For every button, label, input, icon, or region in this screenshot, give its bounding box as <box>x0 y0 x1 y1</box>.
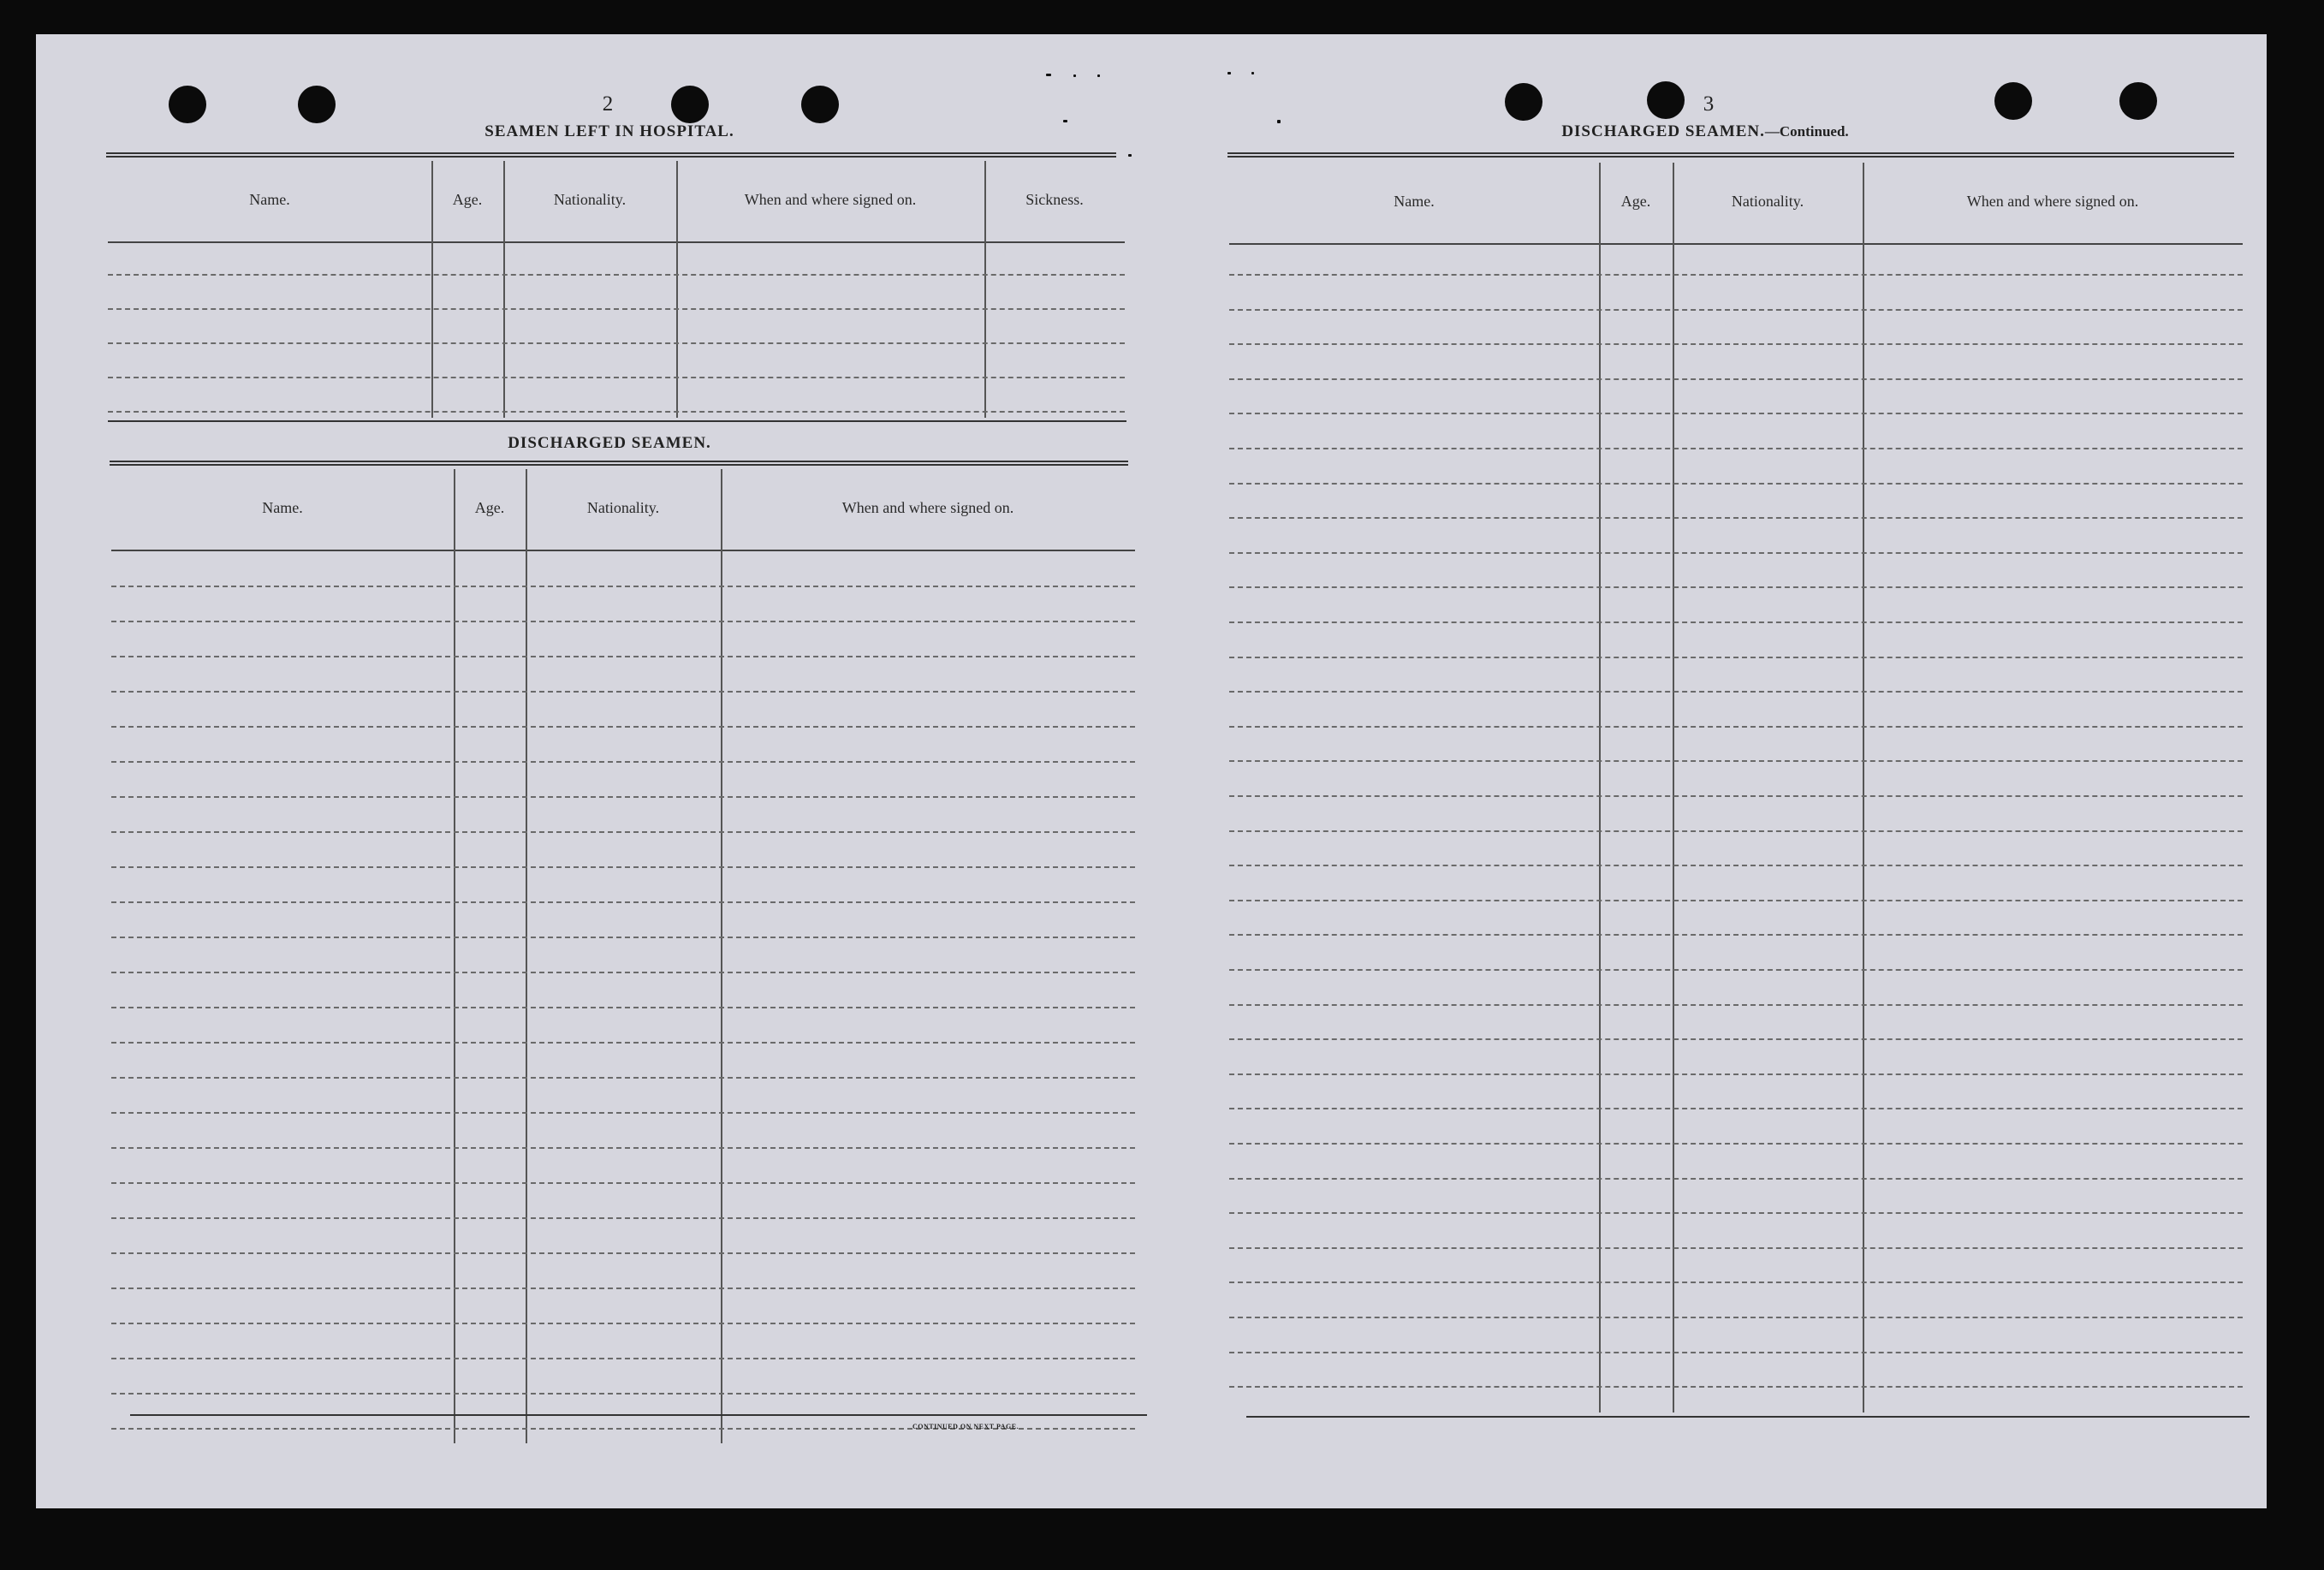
entry-row-line <box>1229 1178 2243 1180</box>
speck <box>1128 154 1132 157</box>
entry-row-line <box>1229 448 2243 449</box>
discharged-continued-title-main: DISCHARGED SEAMEN. <box>1561 122 1765 140</box>
discharged-section-title: DISCHARGED SEAMEN. <box>508 434 711 452</box>
speck <box>1227 72 1231 74</box>
entry-row-line <box>1229 1282 2243 1283</box>
entry-row-line <box>1229 274 2243 276</box>
hospital-section-title: SEAMEN LEFT IN HOSPITAL. <box>484 122 734 140</box>
binder-hole-3 <box>671 86 709 123</box>
entry-row-line <box>111 866 1135 868</box>
column-header: Age. <box>452 191 483 208</box>
entry-row-line <box>1229 1212 2243 1214</box>
entry-row-line <box>1229 760 2243 762</box>
binder-hole-4 <box>801 86 839 123</box>
entry-row-line <box>1229 1247 2243 1249</box>
column-divider <box>1599 163 1601 1412</box>
entry-row-line <box>1229 378 2243 380</box>
entry-row-line <box>1229 1038 2243 1040</box>
column-header: Sickness. <box>1025 191 1084 208</box>
discharged-table-right <box>1229 163 2243 1412</box>
entry-row-line <box>1229 413 2243 414</box>
entry-row-line <box>111 1393 1135 1395</box>
entry-row-line <box>1229 309 2243 311</box>
binder-hole-1 <box>169 86 206 123</box>
column-divider <box>984 161 986 418</box>
column-header: Name. <box>262 499 303 516</box>
entry-row-line <box>111 1323 1135 1324</box>
column-header: Nationality. <box>586 499 660 516</box>
column-divider <box>526 469 527 1443</box>
entry-row-line <box>111 586 1135 587</box>
entry-row-line <box>1229 552 2243 554</box>
column-header: When and where signed on. <box>744 191 917 208</box>
entry-row-line <box>1229 657 2243 658</box>
binder-hole-5 <box>1505 83 1542 121</box>
column-divider <box>454 469 455 1443</box>
entry-row-line <box>1229 483 2243 485</box>
entry-row-line <box>1229 934 2243 936</box>
hospital-table-bottom-rule <box>108 420 1126 422</box>
entry-row-line <box>111 691 1135 693</box>
entry-row-line <box>111 1358 1135 1359</box>
page-number-right: 3 <box>1703 92 1715 116</box>
column-divider <box>431 161 433 418</box>
binder-hole-2 <box>298 86 336 123</box>
column-divider <box>503 161 505 418</box>
entry-row-line <box>1229 830 2243 832</box>
column-divider <box>1673 163 1674 1412</box>
hospital-table <box>108 161 1125 418</box>
entry-row-line <box>1229 1004 2243 1006</box>
column-header: Name. <box>249 191 290 208</box>
entry-row-line <box>1229 621 2243 623</box>
column-header: When and where signed on. <box>841 499 1014 516</box>
page-number-left: 2 <box>602 92 614 116</box>
speck <box>1046 74 1051 76</box>
column-header: Age. <box>474 499 505 516</box>
binder-hole-6 <box>1647 81 1685 119</box>
entry-row-line <box>108 411 1125 413</box>
speck <box>1251 72 1254 74</box>
entry-row-line <box>111 1147 1135 1149</box>
entry-row-line <box>1229 586 2243 588</box>
column-divider <box>1863 163 1864 1412</box>
entry-row-line <box>108 342 1125 344</box>
entry-row-line <box>1229 865 2243 866</box>
entry-row-line <box>111 1182 1135 1184</box>
entry-row-line <box>111 901 1135 903</box>
entry-row-line <box>1229 1386 2243 1388</box>
entry-row-line <box>111 972 1135 973</box>
hospital-title-rule <box>106 152 1116 158</box>
entry-row-line <box>108 308 1125 310</box>
entry-row-line <box>111 621 1135 622</box>
entry-row-line <box>111 831 1135 833</box>
binder-hole-8 <box>2119 82 2157 120</box>
entry-row-line <box>1229 795 2243 797</box>
entry-row-line <box>111 1007 1135 1008</box>
entry-row-line <box>111 1252 1135 1254</box>
discharged-table-left <box>111 469 1135 1443</box>
entry-row-line <box>1229 517 2243 519</box>
table-header-row <box>108 161 1125 243</box>
column-divider <box>721 469 722 1443</box>
entry-row-line <box>1229 1143 2243 1145</box>
discharged-table-right-bottom-rule <box>1246 1416 2250 1418</box>
entry-row-line <box>1229 1108 2243 1109</box>
entry-row-line <box>111 726 1135 728</box>
discharged-table-left-bottom-rule <box>130 1414 1147 1416</box>
entry-row-line <box>108 274 1125 276</box>
discharged-continued-suffix: —Continued. <box>1764 123 1849 140</box>
entry-row-line <box>1229 343 2243 345</box>
entry-row-line <box>1229 1073 2243 1075</box>
discharged-continued-title <box>1525 122 1885 141</box>
entry-row-line <box>1229 1317 2243 1318</box>
ledger-sheet <box>36 34 2267 1508</box>
table-header-row <box>1229 163 2243 245</box>
column-divider <box>676 161 678 418</box>
entry-row-line <box>111 1217 1135 1219</box>
entry-row-line <box>111 1288 1135 1289</box>
entry-row-line <box>111 796 1135 798</box>
speck <box>1277 120 1281 123</box>
entry-row-line <box>111 1112 1135 1114</box>
discharged-title-rule <box>110 461 1128 466</box>
entry-row-line <box>1229 969 2243 971</box>
column-header: Name. <box>1394 193 1435 210</box>
binder-hole-7 <box>1994 82 2032 120</box>
continued-note: CONTINUED ON NEXT PAGE. <box>912 1423 1019 1430</box>
right-title-rule <box>1227 152 2234 158</box>
speck <box>1097 74 1100 77</box>
entry-row-line <box>111 1042 1135 1044</box>
entry-row-line <box>111 761 1135 763</box>
column-header: Age. <box>1620 193 1651 210</box>
entry-row-line <box>1229 691 2243 693</box>
speck <box>1063 120 1067 122</box>
entry-row-line <box>111 1077 1135 1079</box>
entry-row-line <box>1229 726 2243 728</box>
entry-row-line <box>111 937 1135 938</box>
entry-row-line <box>1229 1352 2243 1353</box>
column-header: Nationality. <box>553 191 627 208</box>
entry-row-line <box>1229 900 2243 901</box>
table-header-row <box>111 469 1135 551</box>
entry-row-line <box>111 656 1135 657</box>
speck <box>1073 74 1076 77</box>
entry-row-line <box>108 377 1125 378</box>
column-header: When and where signed on. <box>1966 193 2139 210</box>
column-header: Nationality. <box>1731 193 1804 210</box>
